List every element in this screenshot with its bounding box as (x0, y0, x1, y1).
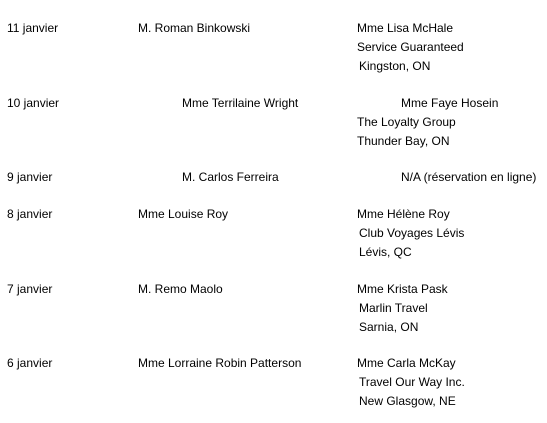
entry-agent-line: Kingston, ON (359, 59, 431, 73)
entry-agent-line: Club Voyages Lévis (359, 226, 465, 240)
entry-winner: M. Roman Binkowski (138, 21, 251, 35)
entry-date: 10 janvier (7, 96, 60, 110)
entry-agent-line: Travel Our Way Inc. (359, 375, 465, 389)
entry-agent-line: N/A (réservation en ligne) (401, 170, 537, 184)
entry-agent-line: Mme Carla McKay (357, 356, 456, 370)
entry-winner: Mme Louise Roy (138, 207, 229, 221)
entry-date: 7 janvier (7, 282, 53, 296)
entry-agent-line: Mme Hélène Roy (357, 207, 450, 221)
entry-agent-line: Mme Faye Hosein (401, 96, 499, 110)
entry-winner: Mme Lorraine Robin Patterson (138, 356, 302, 370)
entry-agent-line: Service Guaranteed (357, 40, 464, 54)
entry-agent-line: Mme Lisa McHale (357, 21, 454, 35)
entry-agent-line: Marlin Travel (359, 301, 428, 315)
entry-agent-line: The Loyalty Group (357, 115, 456, 129)
entry-date: 8 janvier (7, 207, 53, 221)
entry-agent-line: Lévis, QC (359, 245, 412, 259)
entry-agent-line: Thunder Bay, ON (357, 134, 450, 148)
entry-date: 6 janvier (7, 356, 53, 370)
entry-date: 9 janvier (7, 170, 53, 184)
entry-date: 11 janvier (7, 21, 59, 35)
entry-winner: M. Carlos Ferreira (182, 170, 279, 184)
entry-agent-line: New Glasgow, NE (359, 394, 456, 408)
entry-winner: Mme Terrilaine Wright (182, 96, 299, 110)
entry-agent-line: Sarnia, ON (359, 320, 419, 334)
entry-agent-line: Mme Krista Pask (357, 282, 448, 296)
entry-winner: M. Remo Maolo (138, 282, 223, 296)
